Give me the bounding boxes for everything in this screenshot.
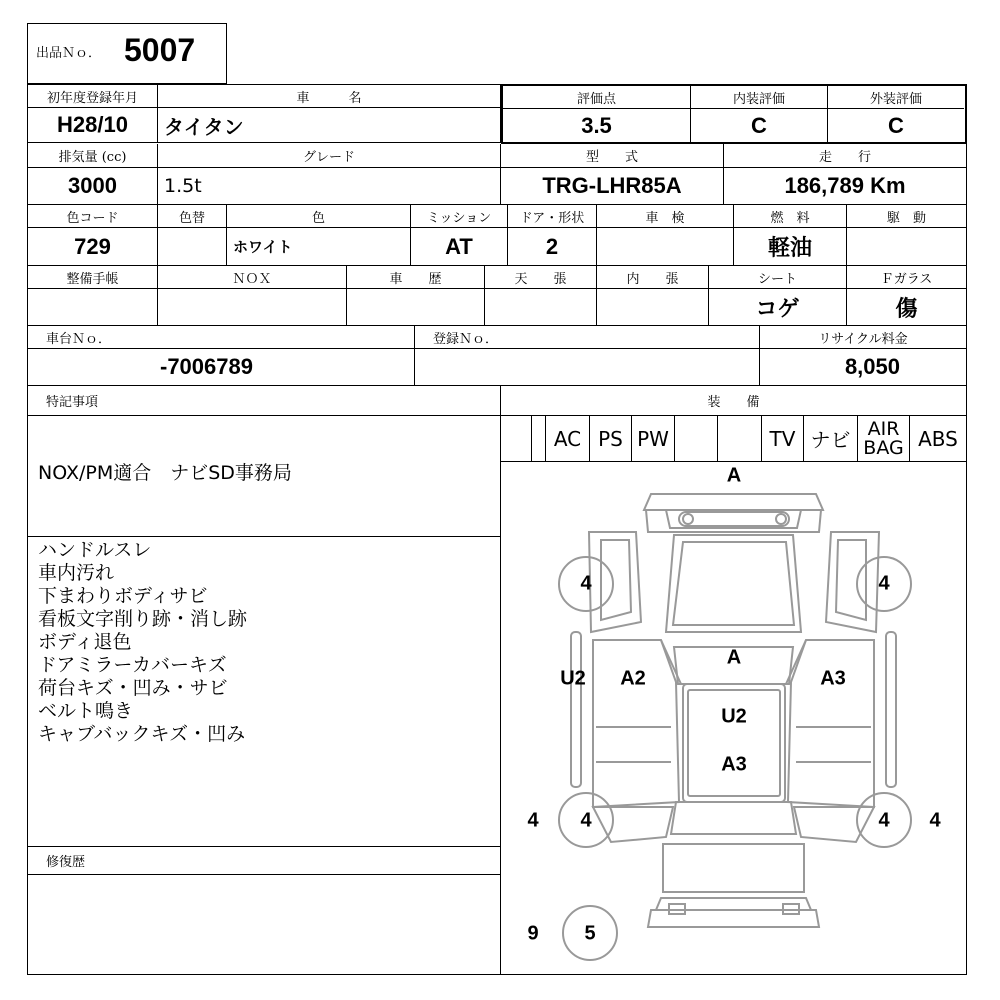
equip-pw: PW xyxy=(631,416,674,461)
equip-blank-1 xyxy=(531,416,545,461)
name-value: タイタン xyxy=(158,108,501,143)
score-label: 評価点 xyxy=(503,86,691,109)
equip-abs: ABS xyxy=(909,416,966,461)
seat-value: コゲ xyxy=(709,289,847,326)
bed-tailgate xyxy=(671,802,796,834)
front-lamp-right xyxy=(776,514,786,524)
lot-number: 5007 xyxy=(124,32,196,68)
notes-list xyxy=(38,539,247,746)
mission-value: AT xyxy=(411,228,508,266)
chassis-label: 車台Ｎｏ． xyxy=(28,326,415,349)
maint-label: 整備手帳 xyxy=(28,266,158,289)
left-side-panel xyxy=(596,727,671,762)
lot-label: 出品Ｎｏ． xyxy=(36,46,102,61)
repaint-label: 色替 xyxy=(158,205,227,228)
lot-box xyxy=(27,23,227,84)
fuel-label: 燃 料 xyxy=(734,205,847,228)
mark-tire-rl: 4 xyxy=(580,809,592,832)
mileage-label: 走 行 xyxy=(724,144,966,168)
nox-value xyxy=(158,289,347,326)
grade-label: グレード xyxy=(158,144,501,168)
mark-spare: 5 xyxy=(584,922,596,945)
exterior-value: C xyxy=(888,112,904,138)
mark-hood-a: A xyxy=(726,646,742,669)
equip-ac: AC xyxy=(545,416,589,461)
disp-label: 排気量 (cc) xyxy=(28,144,158,168)
front-lamp xyxy=(679,512,789,526)
bed xyxy=(683,684,785,802)
mark-spare-out: 9 xyxy=(527,922,539,945)
model-value: TRG-LHR85A xyxy=(501,168,724,205)
repaint-value xyxy=(158,228,227,266)
list-item: 看板文字削り跡・消し跡 xyxy=(38,608,248,630)
mark-bed-a3: A3 xyxy=(721,753,747,776)
list-item: ボディ退色 xyxy=(38,631,132,653)
notes-top-box xyxy=(28,416,501,537)
right-door xyxy=(788,640,874,807)
model-label: 型 式 xyxy=(501,144,724,168)
regno-label: 登録Ｎｏ． xyxy=(415,326,760,349)
mark-tire-rr-out: 4 xyxy=(929,809,941,832)
reg-label: 初年度登録年月 xyxy=(28,85,158,108)
mark-front-top: A xyxy=(726,464,742,487)
exterior-label: 外装評価 xyxy=(828,86,964,109)
grade-value: 1.5t xyxy=(158,168,501,205)
mark-bed-u2: U2 xyxy=(721,705,747,728)
front-lamp-left xyxy=(683,514,693,524)
notes-label: 特記事項 xyxy=(28,386,501,416)
inspection-value xyxy=(597,228,734,266)
door-value: 2 xyxy=(508,228,597,266)
ceiling-value xyxy=(485,289,597,326)
repair-value xyxy=(28,875,501,974)
right-mirror xyxy=(886,632,896,787)
mark-tire-fr: 4 xyxy=(878,572,890,595)
ceiling-label: 天 張 xyxy=(485,266,597,289)
chassis-value: -7006789 xyxy=(28,349,415,386)
list-item: 下まわりボディサビ xyxy=(38,585,208,607)
interior-label: 内装評価 xyxy=(691,86,828,109)
list-item: 車内汚れ xyxy=(38,562,115,584)
equip-ps: PS xyxy=(589,416,631,461)
list-item: ドアミラーカバーキズ xyxy=(38,654,227,676)
seat-label: シート xyxy=(709,266,847,289)
rear-body xyxy=(663,844,804,892)
notes-line1: NOX/PM適合 ナビSD事務局 xyxy=(38,462,292,484)
equip-blank-2 xyxy=(674,416,717,461)
drive-label: 駆 動 xyxy=(847,205,966,228)
regno-value xyxy=(415,349,760,386)
mark-tire-rr: 4 xyxy=(878,809,890,832)
fuel-value: 軽油 xyxy=(734,228,847,266)
equip-blank-3 xyxy=(717,416,761,461)
list-item: 荷台キズ・凹み・サビ xyxy=(38,677,228,699)
disp-value: 3000 xyxy=(28,168,158,205)
equipment-row xyxy=(501,416,966,462)
list-item: ハンドルスレ xyxy=(38,539,152,561)
nox-label: ＮＯＸ xyxy=(158,266,347,289)
color-code-label: 色コード xyxy=(28,205,158,228)
left-front-fender-inner xyxy=(601,540,631,620)
history-label: 車 歴 xyxy=(347,266,485,289)
drive-value xyxy=(847,228,966,266)
door-label: ドア・形状 xyxy=(508,205,597,228)
color-code-value: 729 xyxy=(28,228,158,266)
left-rear-arch xyxy=(593,807,673,842)
mark-left-a2: A2 xyxy=(620,667,646,690)
windshield xyxy=(673,542,794,625)
inspection-label: 車 検 xyxy=(597,205,734,228)
mark-tire-rl-out: 4 xyxy=(527,809,539,832)
equip-airbag: AIR BAG xyxy=(857,416,909,461)
color-label: 色 xyxy=(227,205,411,228)
right-front-fender-inner xyxy=(836,540,866,620)
left-mirror xyxy=(571,632,581,787)
equip-navi: ナビ xyxy=(803,416,857,461)
inner-value xyxy=(597,289,709,326)
list-item: キャブバックキズ・凹み xyxy=(38,723,246,745)
cab-outline xyxy=(666,535,801,632)
mission-label: ミッション xyxy=(411,205,508,228)
center-divider xyxy=(500,386,501,975)
glass-label: Ｆガラス xyxy=(847,266,966,289)
color-value: ホワイト xyxy=(227,228,411,266)
rear-bumper xyxy=(648,898,819,927)
recycle-label: リサイクル料金 xyxy=(760,326,966,349)
glass-value: 傷 xyxy=(847,289,966,326)
mileage-value: 186,789 Km xyxy=(724,168,966,205)
score-value: 3.5 xyxy=(503,109,691,142)
mark-left-u2: U2 xyxy=(560,667,586,690)
name-label: 車 名 xyxy=(158,85,501,108)
left-door xyxy=(593,640,679,807)
mark-right-a3: A3 xyxy=(820,667,846,690)
right-side-panel xyxy=(796,727,871,762)
equipment-label: 装 備 xyxy=(501,386,966,416)
maint-value xyxy=(28,289,158,326)
history-value xyxy=(347,289,485,326)
mark-tire-fl: 4 xyxy=(580,572,592,595)
recycle-value: 8,050 xyxy=(760,349,966,386)
equip-tv: TV xyxy=(761,416,803,461)
repair-label: 修復歴 xyxy=(28,847,501,875)
inner-label: 内 張 xyxy=(597,266,709,289)
interior-value: C xyxy=(691,109,828,142)
reg-value: H28/10 xyxy=(28,108,158,143)
notes-list-box xyxy=(28,537,501,847)
list-item: ベルト鳴き xyxy=(38,700,134,722)
